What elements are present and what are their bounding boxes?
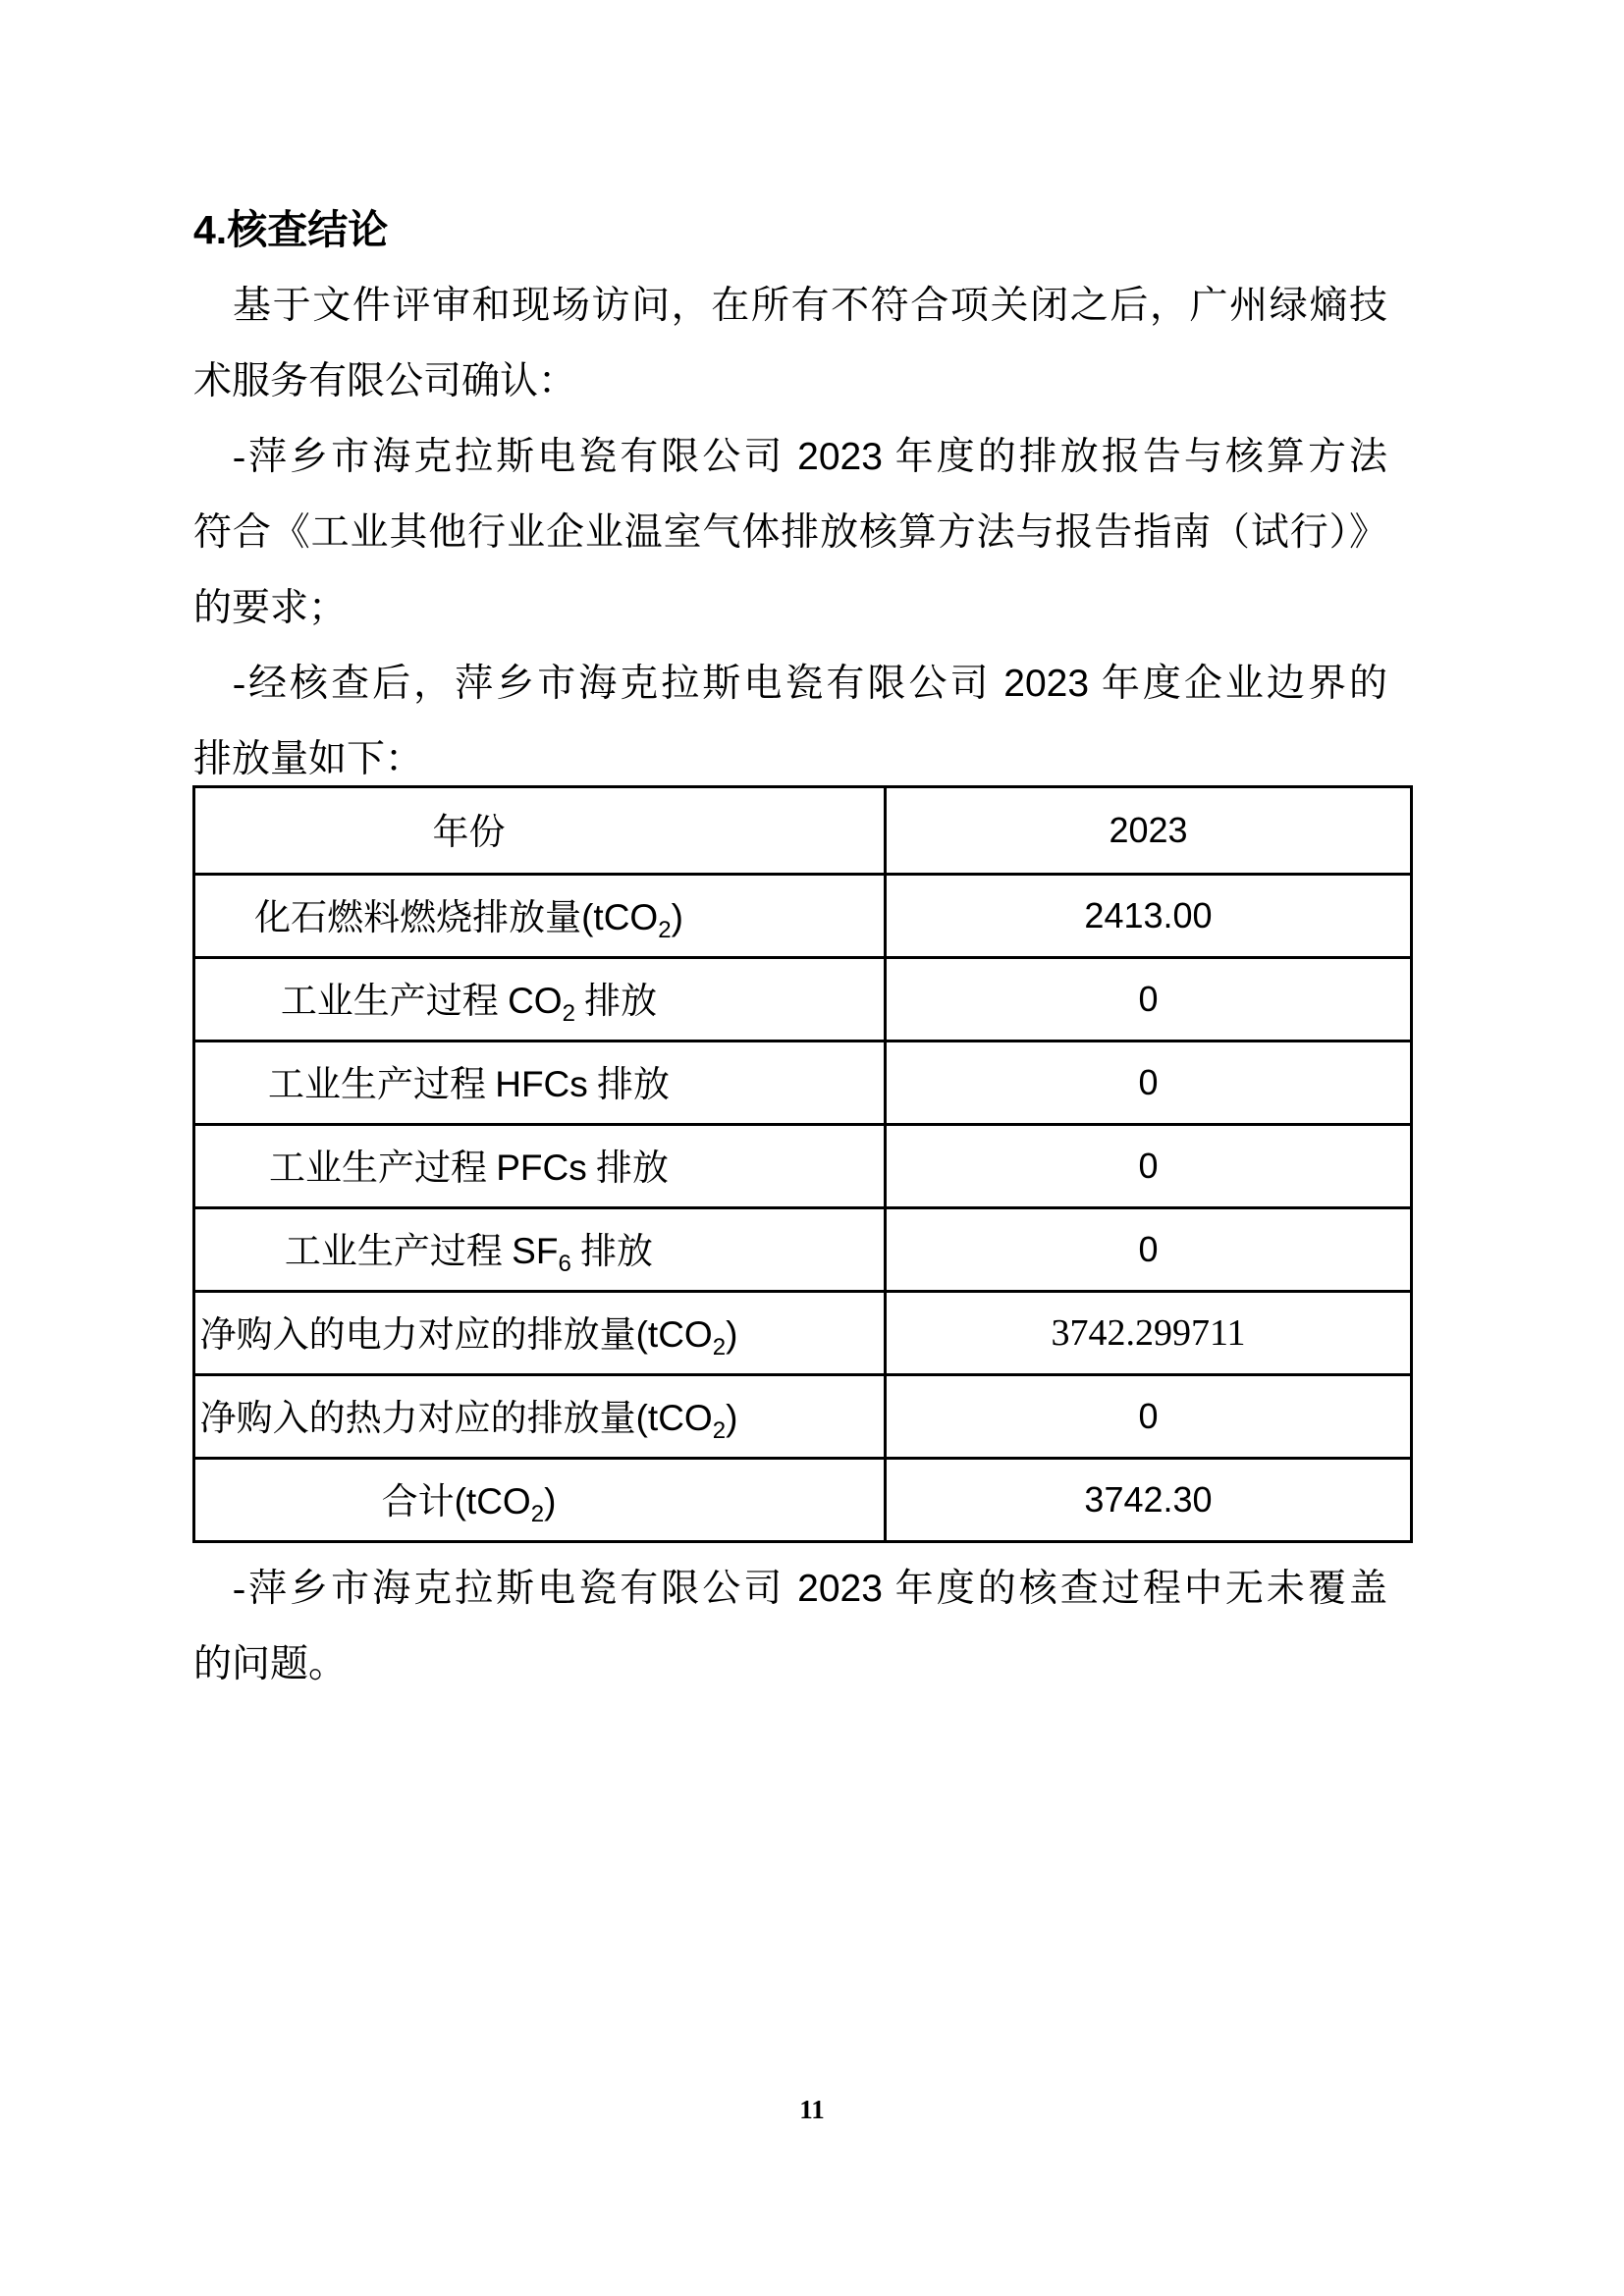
row-heat	[194, 1375, 1412, 1459]
row-label: 净购入的热力对应的排放量(tCO$_2$)	[194, 1375, 886, 1459]
row-value: 0	[886, 1125, 1412, 1208]
row-value: 3742.299711	[886, 1292, 1412, 1375]
paragraph-line: 符合《工业其他行业企业温室气体排放核算方法与报告指南（试行）》	[193, 511, 1387, 554]
closing-paragraph	[193, 1551, 1387, 1702]
row-process-pfcs	[194, 1125, 1412, 1208]
paragraph-line: 的问题。	[193, 1643, 348, 1685]
row-total	[194, 1459, 1412, 1542]
row-fossil-fuel	[194, 875, 1412, 958]
paragraph-line: -萍乡市海克拉斯电瓷有限公司 2023 年度的核查过程中无未覆盖	[233, 1568, 1387, 1610]
section-title: 核查结论	[227, 207, 389, 252]
row-value: 0	[886, 1208, 1412, 1292]
row-label: 化石燃料燃烧排放量(tCO$_2$)	[194, 875, 886, 958]
row-process-sf6	[194, 1208, 1412, 1292]
section-number: 4.	[193, 207, 228, 252]
paragraph-line: -经核查后，萍乡市海克拉斯电瓷有限公司 2023 年度企业边界的	[233, 663, 1387, 705]
emissions-table	[192, 785, 1413, 1543]
paragraph-line: 基于文件评审和现场访问，在所有不符合项关闭之后，广州绿熵技	[233, 285, 1387, 327]
paragraph-line: 的要求；	[193, 587, 348, 629]
row-value: 0	[886, 1375, 1412, 1459]
paragraph-line: -萍乡市海克拉斯电瓷有限公司 2023 年度的排放报告与核算方法	[233, 436, 1387, 478]
row-label: 年份	[194, 787, 886, 875]
row-value: 0	[886, 958, 1412, 1041]
row-label: 工业生产过程 PFCs 排放	[194, 1125, 886, 1208]
row-label: 工业生产过程 $SF_6$ 排放	[194, 1208, 886, 1292]
row-process-co2	[194, 958, 1412, 1041]
row-label: 工业生产过程 HFCs 排放	[194, 1041, 886, 1125]
row-value: 2023	[886, 787, 1412, 875]
paragraph-line: 术服务有限公司确认：	[193, 360, 577, 402]
row-year	[194, 787, 1412, 875]
row-value: 3742.30	[886, 1459, 1412, 1542]
main-content	[193, 192, 1387, 797]
row-electricity	[194, 1292, 1412, 1375]
row-process-hfcs	[194, 1041, 1412, 1125]
row-label: 净购入的电力对应的排放量(tCO$_2$)	[194, 1292, 886, 1375]
section-heading	[193, 192, 1387, 268]
page-number: 11	[799, 2095, 825, 2124]
row-value: 2413.00	[886, 875, 1412, 958]
row-label: 工业生产过程 $CO_2$ 排放	[194, 958, 886, 1041]
row-label: 合计(tCO$_2$)	[194, 1459, 886, 1542]
row-value: 0	[886, 1041, 1412, 1125]
paragraph-line: 排放量如下：	[193, 738, 424, 780]
